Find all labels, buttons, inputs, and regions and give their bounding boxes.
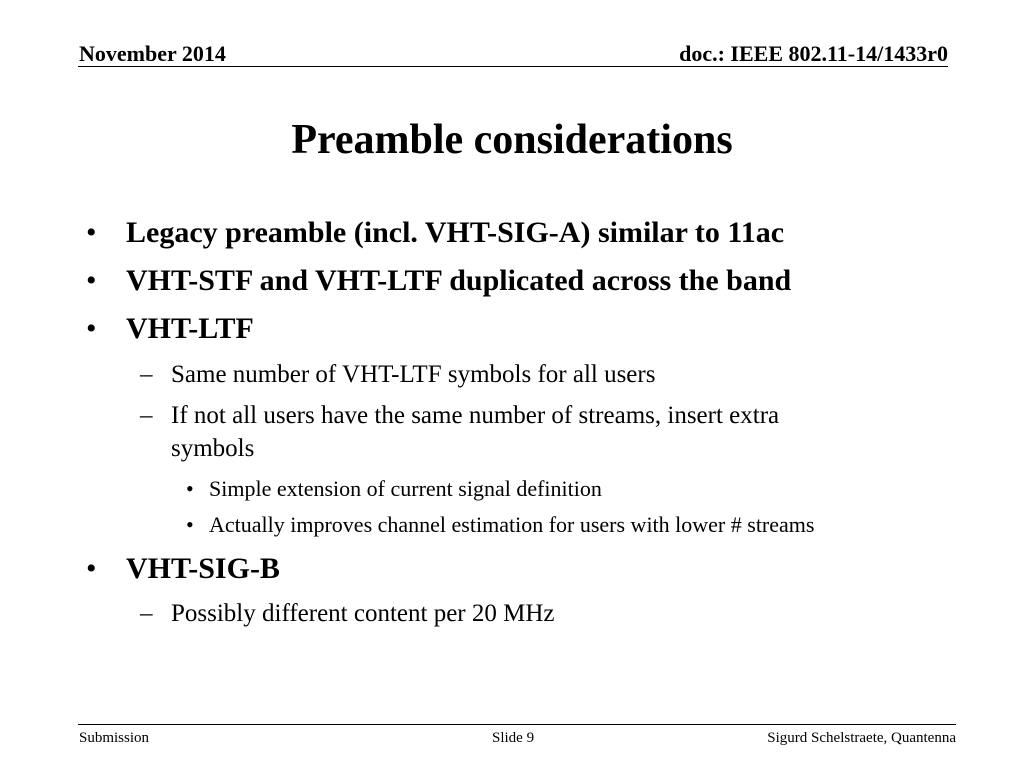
dash-marker: – xyxy=(140,600,153,627)
subbullet-text-line2: symbols xyxy=(171,435,255,462)
bullet-marker: • xyxy=(86,216,97,249)
bullet-marker: • xyxy=(86,312,97,345)
bullet-marker: • xyxy=(86,552,97,585)
header-divider xyxy=(78,66,948,67)
footer-slide-number: Slide 9 xyxy=(492,730,535,746)
dash-marker: – xyxy=(140,402,153,429)
bullet-marker: • xyxy=(186,512,194,537)
subsubbullet-text: Actually improves channel estimation for users with lower # streams xyxy=(209,512,815,537)
header-doc-number: doc.: IEEE 802.11-14/1433r0 xyxy=(679,41,948,66)
subbullet-text: Possibly different content per 20 MHz xyxy=(171,600,555,627)
footer-divider xyxy=(78,724,956,725)
subbullet-text: Same number of VHT-LTF symbols for all users xyxy=(171,361,656,388)
subsubbullet-text: Simple extension of current signal definition xyxy=(209,476,602,501)
slide-title: Preamble considerations xyxy=(291,117,733,163)
bullet-text: Legacy preamble (incl. VHT-SIG-A) similar to 11ac xyxy=(126,216,785,249)
bullet-text: VHT-SIG-B xyxy=(126,552,280,585)
header-date: November 2014 xyxy=(79,41,226,66)
bullet-marker: • xyxy=(86,264,97,297)
subbullet-text-line1: If not all users have the same number of streams, insert extra xyxy=(171,402,780,429)
bullet-text: VHT-LTF xyxy=(126,312,254,345)
bullet-text: VHT-STF and VHT-LTF duplicated across the band xyxy=(126,264,792,297)
bullet-marker: • xyxy=(186,476,194,501)
footer-author: Sigurd Schelstraete, Quantenna xyxy=(767,730,956,746)
dash-marker: – xyxy=(140,361,153,388)
footer-submission: Submission xyxy=(79,730,150,746)
